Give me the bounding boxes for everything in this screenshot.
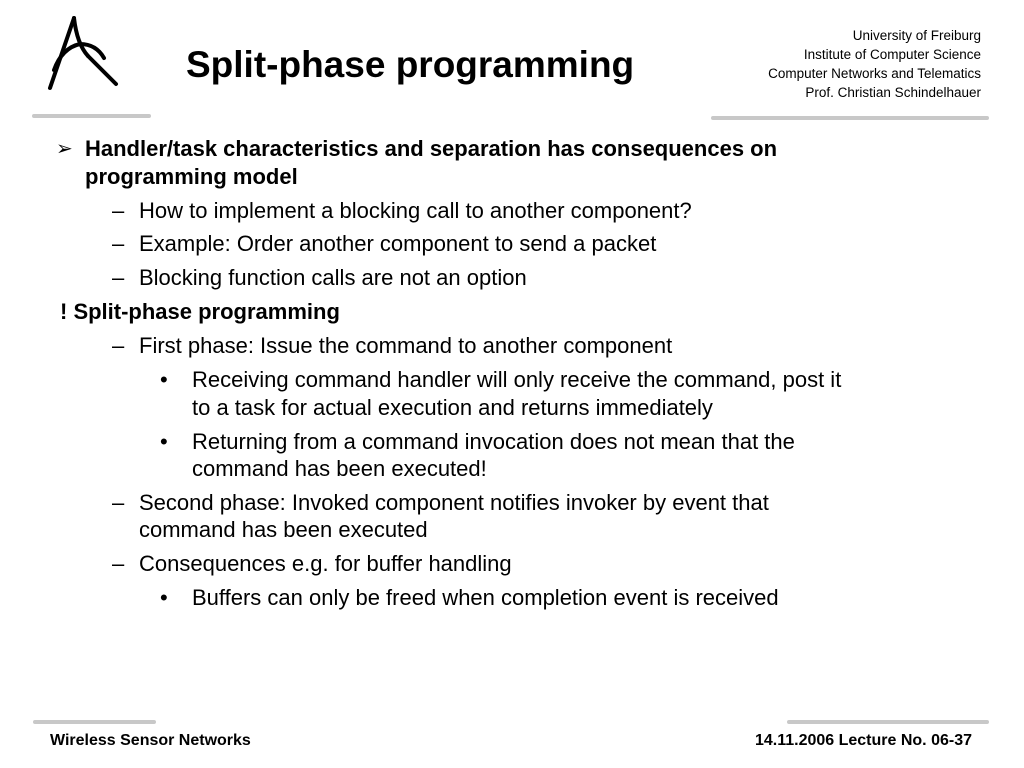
- footer-divider-left: [33, 720, 156, 724]
- dot-marker: •: [160, 429, 168, 454]
- dash-marker: –: [112, 231, 125, 256]
- main-bullet-line-1: Handler/task characteristics and separation has consequences on: [85, 136, 778, 161]
- second-phase-line-2: command has been executed: [139, 517, 428, 542]
- dash-marker: –: [112, 490, 125, 515]
- dash-marker: –: [112, 333, 125, 358]
- affiliation-university: University of Freiburg: [852, 28, 981, 43]
- affiliation-institute: Institute of Computer Science: [803, 47, 981, 62]
- consequences-item: Consequences e.g. for buffer handling: [139, 551, 512, 576]
- phase1-point-2-line-2: command has been executed!: [192, 456, 487, 481]
- dot-marker: •: [160, 367, 168, 392]
- phase1-point-1-line-2: to a task for actual execution and returns immediately: [192, 395, 713, 420]
- sub-item-not-option: Blocking function calls are not an option: [139, 265, 527, 290]
- conclusion-heading: ! Split-phase programming: [60, 299, 340, 324]
- phase1-point-1-line-1: Receiving command handler will only receive the command, post it: [192, 367, 842, 392]
- main-bullet-line-2: programming model: [85, 164, 298, 189]
- dash-marker: –: [112, 198, 125, 223]
- arrow-bullet-icon: ➢: [56, 138, 73, 160]
- phase1-point-2-line-1: Returning from a command invocation does not mean that the: [192, 429, 795, 454]
- consequences-point-buffers: Buffers can only be freed when completion event is received: [192, 585, 779, 610]
- footer-course: Wireless Sensor Networks: [50, 732, 251, 749]
- affiliation-department: Computer Networks and Telematics: [768, 66, 981, 81]
- dash-marker: –: [112, 551, 125, 576]
- affiliation-professor: Prof. Christian Schindelhauer: [805, 85, 981, 100]
- slide-title: Split-phase programming: [186, 44, 635, 85]
- dash-marker: –: [112, 265, 125, 290]
- sub-item-example: Example: Order another component to send a packet: [139, 231, 657, 256]
- first-phase-item: First phase: Issue the command to another component: [139, 333, 673, 358]
- sub-item-blocking-call: How to implement a blocking call to another component?: [139, 198, 692, 223]
- second-phase-line-1: Second phase: Invoked component notifies invoker by event that: [139, 490, 769, 515]
- dot-marker: •: [160, 585, 168, 610]
- footer-lecture-info: 14.11.2006 Lecture No. 06-37: [754, 732, 972, 749]
- footer-divider-right: [787, 720, 989, 724]
